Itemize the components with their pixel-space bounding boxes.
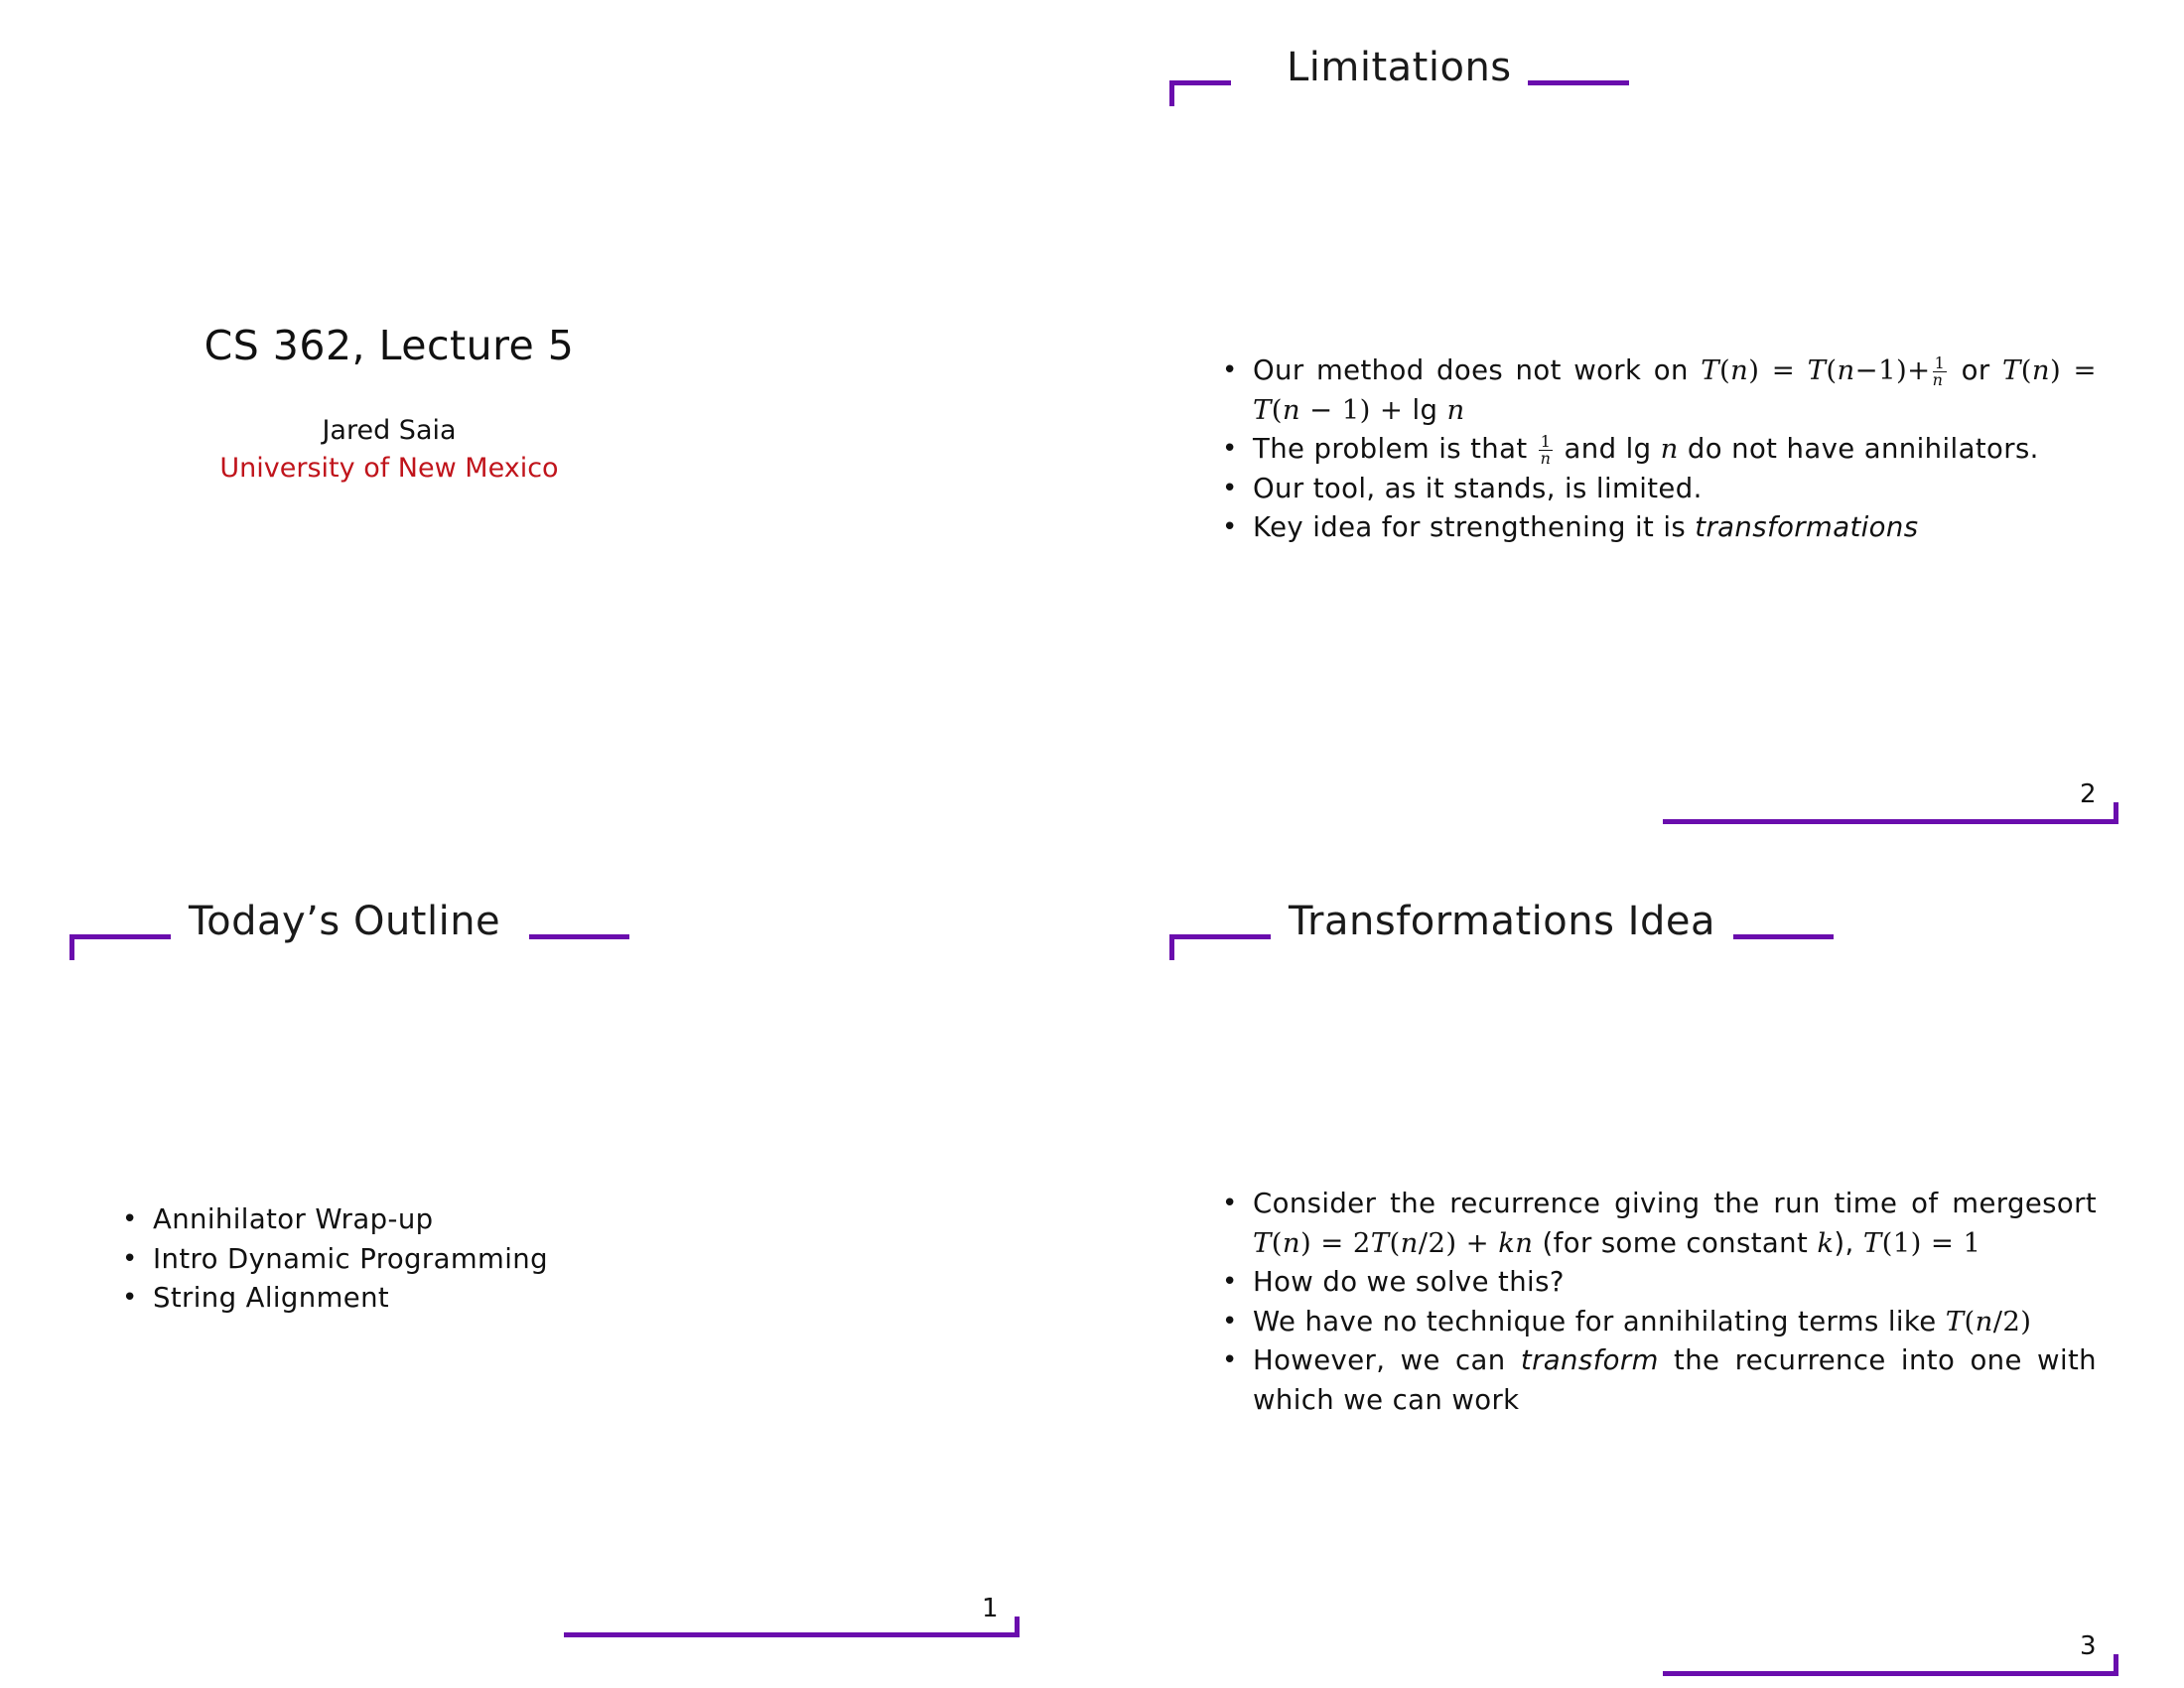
list-item: • Our method does not work on T(n) = T(n−1)+ $\frac{1}{n}$ or T(n) = T(n − 1) + lg n — [1222, 352, 2097, 430]
slide-title: Transformations Idea — [1289, 899, 1715, 944]
frame-left-tick — [69, 934, 74, 960]
frame-left-bar — [1169, 934, 1271, 939]
list-item: • The problem is that $\frac{1}{n}$ and lg n do not have annihilators. — [1222, 430, 2097, 470]
list-item: • However, we can transform the recurrence into one with which we can work — [1222, 1341, 2097, 1420]
list-item: • Consider the recurrence giving the run time of mergesort T(n) = 2T(n/2) + kn (for some constant k), T(1) = 1 — [1222, 1185, 2097, 1263]
frame-bottom-tick — [2114, 802, 2118, 824]
frame-left-bar — [69, 934, 171, 939]
frame-left-tick — [1169, 934, 1174, 960]
limitations-bullets — [1222, 352, 2097, 548]
page-number: 1 — [982, 1594, 999, 1623]
outline-bullets — [122, 1200, 718, 1319]
cover-author: Jared Saia — [322, 415, 457, 446]
frame-left-tick — [1169, 80, 1174, 106]
page-number: 2 — [2080, 779, 2097, 809]
list-item: • We have no technique for annihilating terms like T(n/2) — [1222, 1303, 2097, 1342]
list-item: • Intro Dynamic Programming — [122, 1240, 718, 1280]
frame-right-bar — [1528, 80, 1629, 85]
list-item: • Our tool, as it stands, is limited. — [1222, 470, 2097, 509]
frame-bottom-bar — [1663, 819, 2118, 824]
page-number: 3 — [2080, 1631, 2097, 1661]
frame-bottom-tick — [2114, 1654, 2118, 1676]
frame-bottom-bar — [1663, 1671, 2118, 1676]
list-item: • Annihilator Wrap-up — [122, 1200, 718, 1240]
cover-title: CS 362, Lecture 5 — [204, 322, 575, 369]
slide-title: Today’s Outline — [189, 899, 501, 944]
transformations-bullets — [1222, 1185, 2097, 1420]
list-item: • Key idea for strengthening it is transformations — [1222, 508, 2097, 548]
frame-bottom-tick — [1015, 1617, 1020, 1637]
frame-right-bar — [529, 934, 629, 939]
list-item: • How do we solve this? — [1222, 1263, 2097, 1303]
slide-title: Limitations — [1287, 45, 1512, 90]
list-item: • String Alignment — [122, 1279, 718, 1319]
cover-affiliation: University of New Mexico — [219, 453, 559, 484]
frame-left-bar — [1169, 80, 1231, 85]
frame-right-bar — [1733, 934, 1834, 939]
frame-bottom-bar — [564, 1632, 1020, 1637]
